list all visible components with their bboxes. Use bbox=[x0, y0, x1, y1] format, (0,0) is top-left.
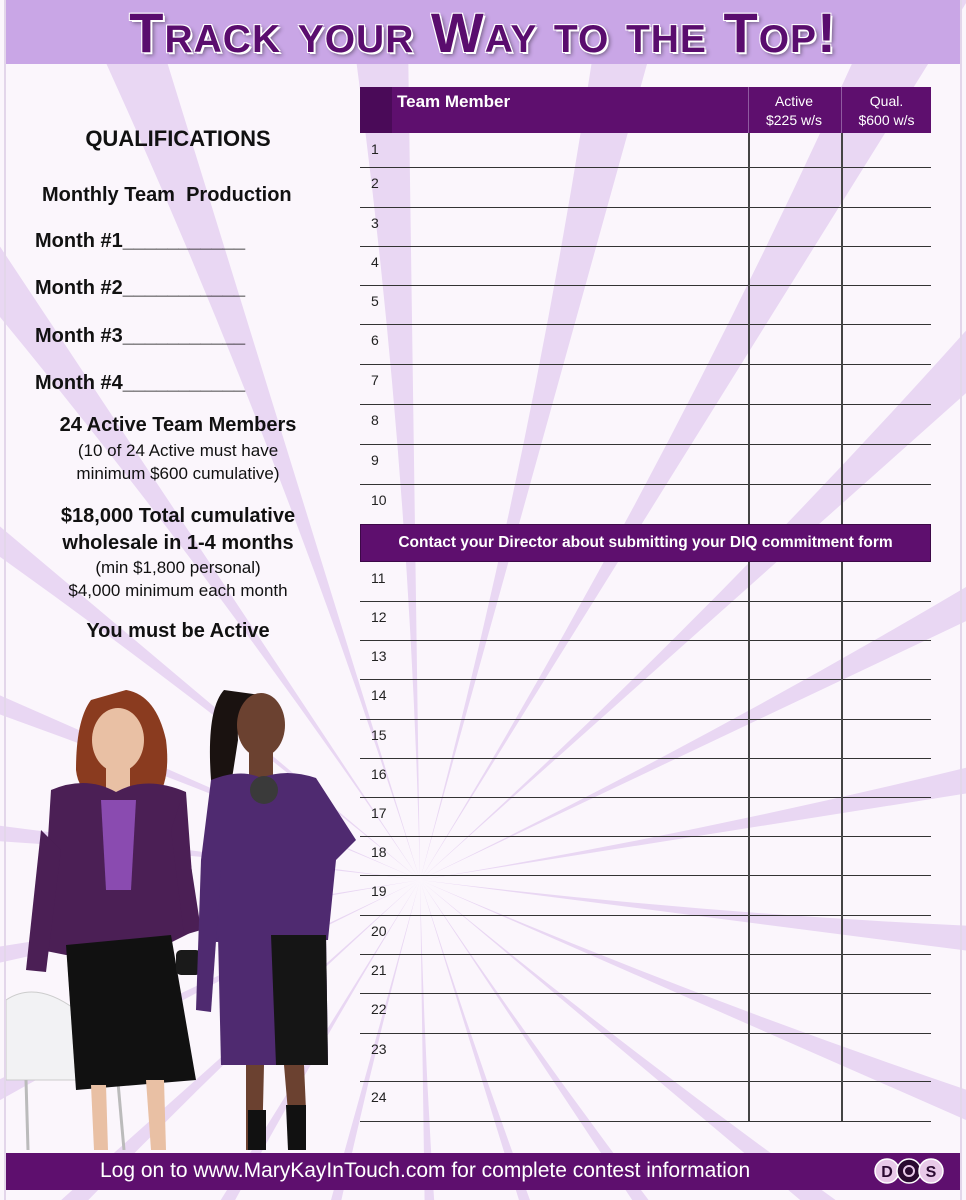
table-row[interactable] bbox=[360, 404, 931, 445]
row-number: 23 bbox=[371, 1041, 387, 1057]
table-header bbox=[360, 87, 931, 133]
header-active-label: Active bbox=[774, 93, 814, 109]
table-row[interactable] bbox=[360, 915, 931, 955]
table-row[interactable] bbox=[360, 954, 931, 994]
row-number: 21 bbox=[371, 962, 387, 978]
row-number: 24 bbox=[371, 1089, 387, 1105]
table-row[interactable] bbox=[360, 364, 931, 405]
active-members-requirement: 24 Active Team Members bbox=[59, 414, 297, 436]
right-frame-line bbox=[960, 0, 962, 1200]
table-row[interactable] bbox=[360, 875, 931, 916]
monthly-production-heading: Monthly Team Production bbox=[42, 184, 292, 206]
table-row[interactable] bbox=[360, 1033, 931, 1082]
row-number: 5 bbox=[371, 293, 379, 309]
column-divider bbox=[841, 133, 843, 524]
header-number-cell bbox=[360, 87, 392, 133]
row-number: 11 bbox=[371, 570, 386, 586]
header-qual-label: Qual. bbox=[869, 93, 904, 109]
table-row[interactable] bbox=[360, 640, 931, 680]
active-note-line-2: minimum $600 cumulative) bbox=[76, 464, 280, 483]
row-number: 20 bbox=[371, 923, 387, 939]
header-active-amount: $225 w/s bbox=[765, 112, 823, 128]
monthly-minimum: $4,000 minimum each month bbox=[68, 581, 288, 600]
diq-banner: Contact your Director about submitting your DIQ commitment form bbox=[360, 524, 931, 562]
row-number: 16 bbox=[371, 766, 387, 782]
row-number: 12 bbox=[371, 609, 387, 625]
table-row[interactable] bbox=[360, 444, 931, 485]
row-number: 6 bbox=[371, 332, 379, 348]
qualifications-heading: QUALIFICATIONS bbox=[85, 126, 271, 151]
row-number: 19 bbox=[371, 883, 387, 899]
table-row[interactable] bbox=[360, 285, 931, 325]
row-number: 8 bbox=[371, 412, 379, 428]
table-row[interactable] bbox=[360, 601, 931, 641]
row-number: 7 bbox=[371, 372, 379, 388]
models-photo bbox=[6, 680, 356, 1150]
logo-letter-s: S bbox=[925, 1164, 937, 1181]
page-title: Track your Way to the Top! bbox=[129, 0, 837, 64]
footer-text[interactable]: Log on to www.MaryKayInTouch.com for complete contest information bbox=[100, 1159, 751, 1182]
month-4-line[interactable]: Month #4___________ bbox=[35, 372, 246, 394]
table-row[interactable] bbox=[360, 679, 931, 720]
header-qual-amount: $600 w/s bbox=[858, 112, 915, 128]
table-row[interactable] bbox=[360, 246, 931, 286]
table-row[interactable] bbox=[360, 719, 931, 759]
table-row[interactable] bbox=[360, 207, 931, 247]
table-row[interactable] bbox=[360, 562, 931, 602]
row-number: 14 bbox=[371, 687, 387, 703]
row-number: 15 bbox=[371, 727, 387, 743]
column-divider bbox=[841, 562, 843, 1121]
column-divider bbox=[748, 562, 750, 1121]
total-requirement-line-1: $18,000 Total cumulative bbox=[60, 505, 296, 527]
month-1-line[interactable]: Month #1___________ bbox=[35, 230, 246, 252]
table-row[interactable] bbox=[360, 758, 931, 798]
logo-letter-d: D bbox=[881, 1164, 893, 1181]
total-requirement-line-2: wholesale in 1-4 months bbox=[62, 532, 294, 554]
row-number: 17 bbox=[371, 805, 387, 821]
header-qual bbox=[842, 92, 931, 130]
table-row[interactable] bbox=[360, 167, 931, 208]
table-row[interactable] bbox=[360, 1081, 931, 1122]
table-row[interactable] bbox=[360, 324, 931, 365]
row-number: 3 bbox=[371, 215, 379, 231]
table-row[interactable] bbox=[360, 797, 931, 837]
table-row[interactable] bbox=[360, 993, 931, 1034]
row-number: 2 bbox=[371, 175, 379, 191]
row-number: 4 bbox=[371, 254, 379, 270]
personal-minimum: (min $1,800 personal) bbox=[95, 558, 261, 577]
column-divider bbox=[748, 133, 750, 524]
dos-logo-icon bbox=[874, 1158, 944, 1184]
header-active bbox=[748, 92, 840, 130]
active-requirement: You must be Active bbox=[86, 620, 270, 642]
row-number: 9 bbox=[371, 452, 379, 468]
row-number: 10 bbox=[371, 492, 387, 508]
row-number: 1 bbox=[371, 141, 379, 157]
month-2-line[interactable]: Month #2___________ bbox=[35, 277, 246, 299]
table-row[interactable] bbox=[360, 133, 931, 168]
month-3-line[interactable]: Month #3___________ bbox=[35, 325, 246, 347]
table-row[interactable] bbox=[360, 836, 931, 876]
row-number: 13 bbox=[371, 648, 387, 664]
row-number: 18 bbox=[371, 844, 387, 860]
row-number: 22 bbox=[371, 1001, 387, 1017]
active-note-line-1: (10 of 24 Active must have bbox=[77, 441, 279, 460]
header-team-member: Team Member bbox=[397, 92, 511, 111]
table-row[interactable] bbox=[360, 484, 931, 525]
